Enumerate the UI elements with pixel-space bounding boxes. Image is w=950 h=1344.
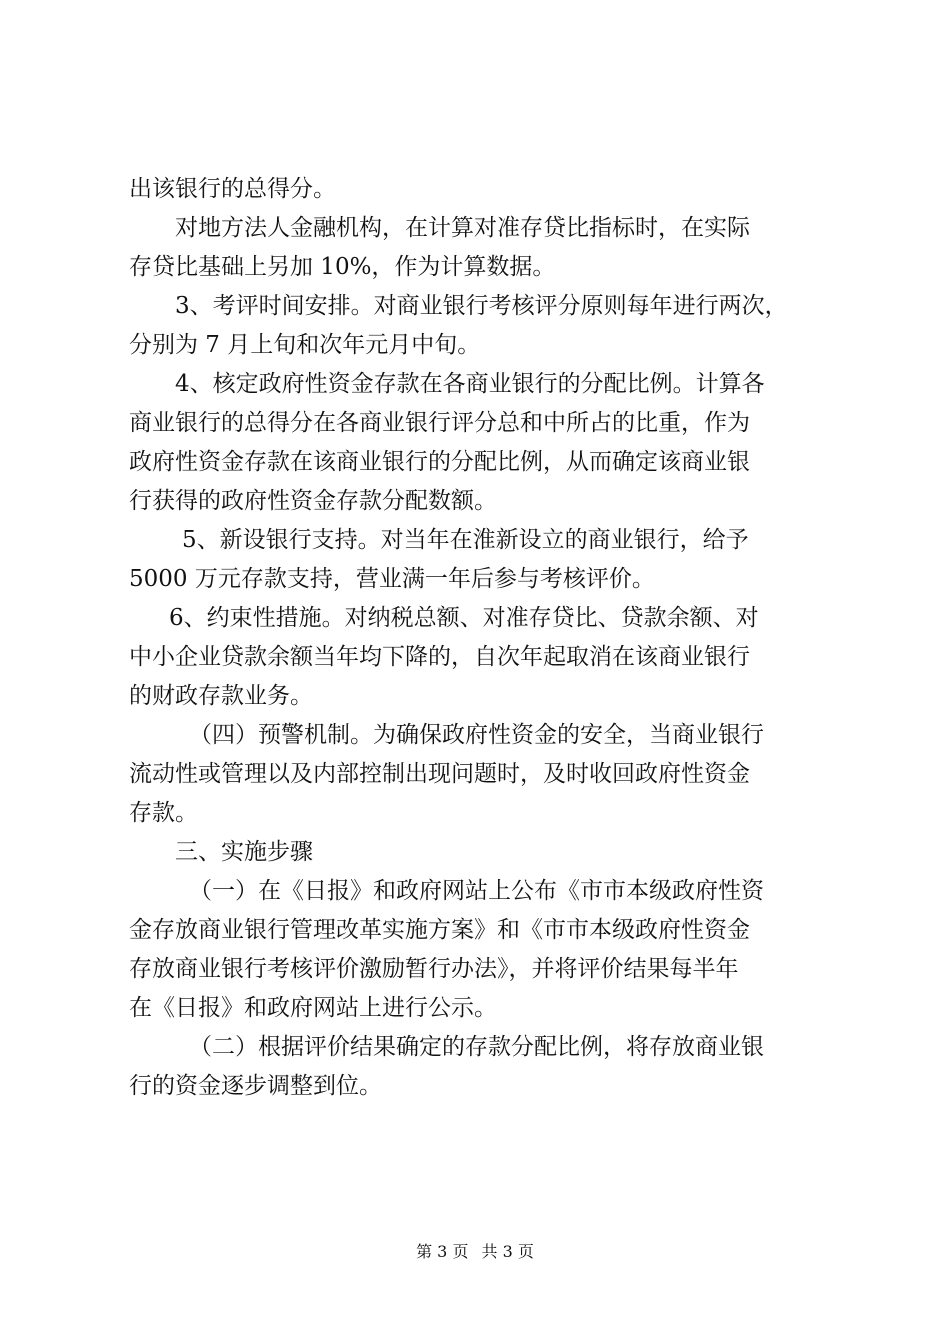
text-line: 行的资金逐步调整到位。	[129, 1073, 382, 1099]
text-line: 行获得的政府性资金存款分配数额。	[129, 488, 497, 514]
text-line: 存放商业银行考核评价激励暂行办法》，并将评价结果每半年	[129, 956, 739, 982]
text-line: （四）预警机制。为确保政府性资金的安全，当商业银行	[189, 722, 764, 748]
text-line: 商业银行的总得分在各商业银行评分总和中所占的比重，作为	[129, 410, 750, 436]
text-line: 存款。	[129, 800, 198, 826]
text-line: 5000 万元存款支持，营业满一年后参与考核评价。	[129, 566, 655, 592]
text-line: 6、约束性措施。对纳税总额、对准存贷比、贷款余额、对	[169, 605, 759, 631]
page-footer	[0, 1240, 950, 1264]
text-line: 金存放商业银行管理改革实施方案》和《市市本级政府性资金	[129, 917, 750, 943]
text-line: 4、核定政府性资金存款在各商业银行的分配比例。计算各	[175, 371, 765, 397]
document-body	[129, 170, 829, 1106]
text-line: （一）在《日报》和政府网站上公布《市市本级政府性资	[189, 878, 764, 904]
text-line: （二）根据评价结果确定的存款分配比例，将存放商业银	[189, 1034, 764, 1060]
text-line: 的财政存款业务。	[129, 683, 313, 709]
page-number: 第 3 页	[416, 1242, 469, 1261]
page-total: 共 3 页	[481, 1242, 534, 1261]
text-line: 出该银行的总得分。	[129, 176, 336, 202]
text-line: 存贷比基础上另加 10%，作为计算数据。	[129, 254, 556, 280]
section-heading: 三、实施步骤	[175, 839, 313, 865]
text-line: 政府性资金存款在该商业银行的分配比例，从而确定该商业银	[129, 449, 750, 475]
text-line: 流动性或管理以及内部控制出现问题时，及时收回政府性资金	[129, 761, 750, 787]
text-line: 5、新设银行支持。对当年在淮新设立的商业银行，给予	[182, 527, 749, 553]
text-line: 中小企业贷款余额当年均下降的，自次年起取消在该商业银行	[129, 644, 750, 670]
text-line: 3、考评时间安排。对商业银行考核评分原则每年进行两次，	[175, 293, 788, 319]
text-line: 对地方法人金融机构，在计算对准存贷比指标时，在实际	[175, 215, 750, 241]
text-line: 在《日报》和政府网站上进行公示。	[129, 995, 497, 1021]
text-line: 分别为 7 月上旬和次年元月中旬。	[129, 332, 481, 358]
